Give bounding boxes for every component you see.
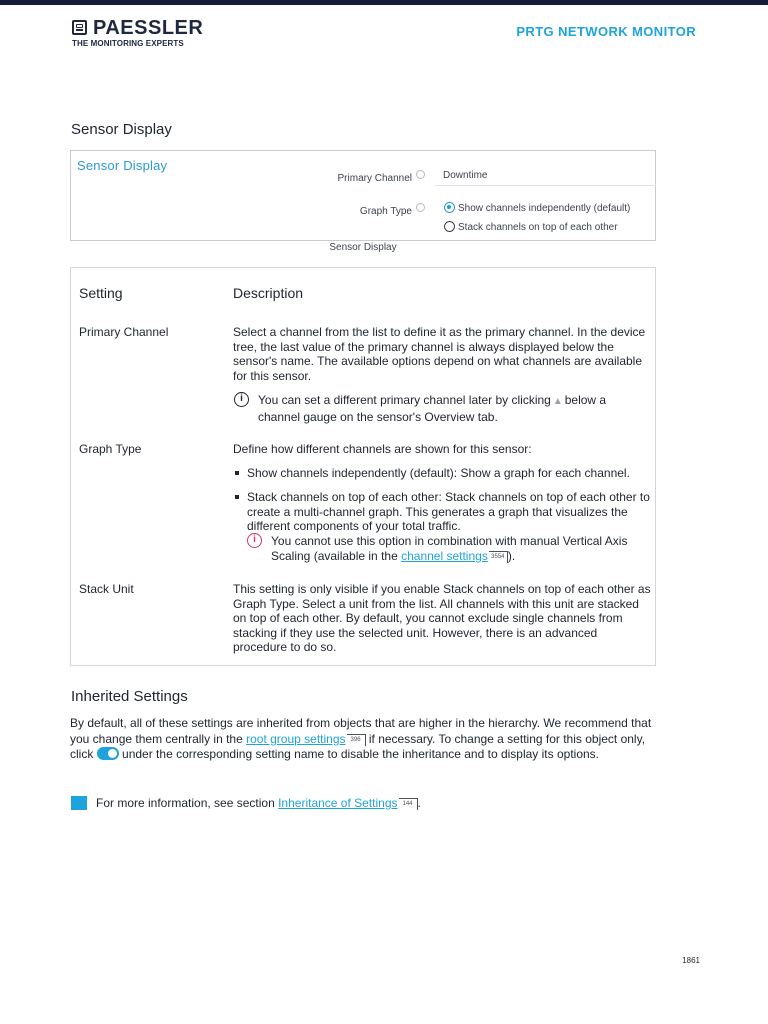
channel-settings-link[interactable]: channel settings xyxy=(401,548,488,563)
figure-caption: Sensor Display xyxy=(329,242,397,253)
bullet-icon xyxy=(235,495,239,499)
info-icon: i xyxy=(234,392,249,407)
setting-graph-type: Graph Type xyxy=(79,442,142,456)
page-reference-icon[interactable]: 396 xyxy=(347,734,366,746)
note-primary-channel: You can set a different primary channel later by clicking ▲ below a channel gauge on the sensor's Overview tab. xyxy=(258,393,607,424)
brand-tagline: THE MONITORING EXPERTS xyxy=(72,39,184,48)
top-bar xyxy=(0,0,768,5)
more-info-line: For more information, see section Inheritance of Settings 144 . xyxy=(96,796,421,810)
inheritance-toggle-icon[interactable] xyxy=(97,747,119,760)
primary-channel-label: Primary Channel xyxy=(338,170,425,184)
info-icon xyxy=(416,203,425,212)
section-title: Sensor Display xyxy=(71,121,172,138)
radio-stack-channels[interactable]: Stack channels on top of each other xyxy=(444,221,618,233)
description-primary-channel: Select a channel from the list to define it as the primary channel. In the device tree, the last value of the primary channel is always displayed below the sensor's name. The available options depend on what channels are available for this sensor. xyxy=(233,325,646,383)
inherited-settings-paragraph: By default, all of these settings are inherited from objects that are higher in the hierarchy. We recommend that you change them centrally in the root group settings 396 if necessary. To change a setting for this object only, click under the corresponding setting name to disable the inheritance and to display its options. xyxy=(70,716,652,761)
radio-selected-icon xyxy=(444,202,455,213)
sensor-display-screenshot xyxy=(70,150,656,241)
setting-primary-channel: Primary Channel xyxy=(79,325,169,339)
bullet-show-independently: Show channels independently (default): Show a graph for each channel. xyxy=(235,466,653,481)
header-setting: Setting xyxy=(79,285,123,301)
brand-name: PAESSLER xyxy=(93,17,204,39)
figure-title: Sensor Display xyxy=(77,158,168,173)
description-stack-unit: This setting is only visible if you enable Stack channels on top of each other as Graph Type. Select a unit from the list. All channels with this unit are stacked on top of each other. By default, you cannot exclude single channels from stacking if they use the selected unit. However, there is an advanced procedure to do so. xyxy=(233,582,651,655)
pin-icon: ▲ xyxy=(552,396,563,407)
graph-type-label: Graph Type xyxy=(360,203,425,217)
inherited-settings-title: Inherited Settings xyxy=(71,688,188,705)
radio-unselected-icon xyxy=(444,221,455,232)
primary-channel-value[interactable]: Downtime xyxy=(443,170,488,181)
page-number: 1861 xyxy=(682,956,700,965)
info-icon xyxy=(416,170,425,179)
warning-graph-type: You cannot use this option in combination with manual Vertical Axis Scaling (available in the channel settings 3554 ). xyxy=(271,534,628,563)
paessler-logo xyxy=(72,18,202,50)
bullet-icon xyxy=(235,471,239,475)
setting-stack-unit: Stack Unit xyxy=(79,582,134,596)
radio-show-independently[interactable]: Show channels independently (default) xyxy=(444,202,630,214)
paessler-logo-icon xyxy=(72,20,87,35)
product-name: PRTG NETWORK MONITOR xyxy=(516,24,696,39)
figure-divider xyxy=(435,185,656,186)
bullet-stack-channels: Stack channels on top of each other: Stack channels on top of each other to create a multi-channel graph. This generates a graph that visualizes the different components of your total traffic. xyxy=(235,490,653,534)
info-square-icon xyxy=(71,796,87,810)
root-group-settings-link[interactable]: root group settings xyxy=(246,731,346,746)
inheritance-of-settings-link[interactable]: Inheritance of Settings xyxy=(278,796,398,810)
description-graph-type: Define how different channels are shown for this sensor: xyxy=(233,442,532,456)
header-description: Description xyxy=(233,285,304,301)
page-reference-icon[interactable]: 144 xyxy=(399,798,418,810)
settings-table xyxy=(70,267,656,666)
page-reference-icon[interactable]: 3554 xyxy=(489,551,508,563)
warning-icon: i xyxy=(247,533,262,548)
